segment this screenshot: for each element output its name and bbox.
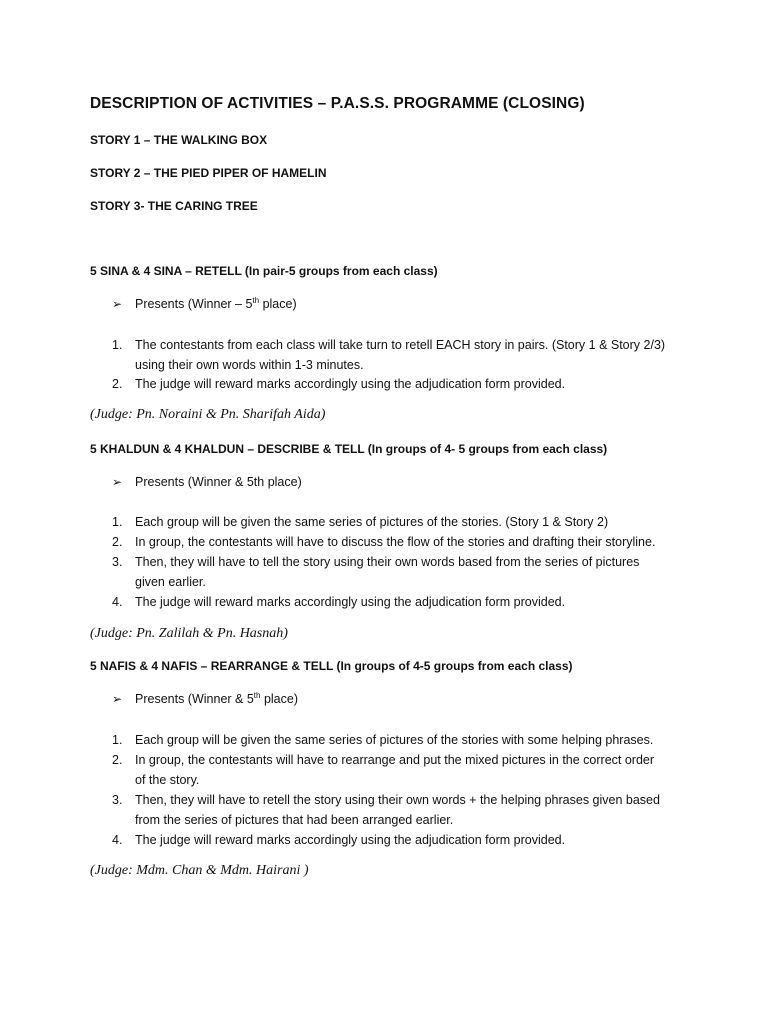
list-item — [112, 552, 639, 592]
list-item — [112, 592, 565, 612]
list-item — [112, 532, 655, 552]
list-item-text-continued: of the story. — [135, 773, 200, 787]
list-number: 3. — [112, 555, 123, 569]
presents-ordinal: th — [252, 295, 260, 305]
list-item — [112, 830, 565, 850]
section-khaldun-judge: (Judge: Pn. Zalilah & Pn. Hasnah) — [90, 626, 288, 641]
list-number: 1. — [112, 733, 123, 747]
list-item-text: The judge will reward marks accordingly using the adjudication form provided. — [135, 377, 566, 391]
list-item — [112, 512, 608, 532]
presents-ordinal: th — [253, 690, 261, 700]
list-item — [112, 730, 653, 750]
list-item-text-continued: given earlier. — [135, 575, 206, 589]
list-number: 1. — [112, 338, 123, 352]
list-number: 3. — [112, 793, 123, 807]
list-item-text: The judge will reward marks accordingly using the adjudication form provided. — [135, 833, 566, 847]
list-number: 1. — [112, 515, 123, 529]
section-sina-judge: (Judge: Pn. Noraini & Pn. Sharifah Aida) — [90, 407, 326, 422]
section-sina-presents — [112, 297, 297, 311]
presents-text-end: place) — [259, 297, 297, 311]
list-item-text: In group, the contestants will have to discuss the flow of the stories and drafting their storyline. — [135, 535, 656, 549]
presents-text: Presents (Winner – 5 — [135, 297, 253, 311]
presents-text-end: place) — [260, 692, 298, 706]
list-item-text: The judge will reward marks accordingly using the adjudication form provided. — [135, 595, 566, 609]
list-item-text: The contestants from each class will take turn to retell EACH story in pairs. (Story 1 & Story 2/3) — [135, 338, 666, 352]
section-nafis-judge: (Judge: Mdm. Chan & Mdm. Hairani ) — [90, 863, 309, 878]
section-nafis-presents — [112, 692, 298, 706]
list-item-text: In group, the contestants will have to rearrange and put the mixed pictures in the correct order — [135, 753, 655, 767]
section-khaldun-presents — [112, 475, 302, 489]
presents-text: Presents (Winner & 5th place) — [135, 475, 302, 489]
list-item-text: Then, they will have to tell the story using their own words based from the series of pictures — [135, 555, 640, 569]
section-khaldun-heading: 5 KHALDUN & 4 KHALDUN – DESCRIBE & TELL (In groups of 4- 5 groups from each class) — [90, 442, 608, 456]
list-item-text: Each group will be given the same series of pictures of the stories with some helping phrases. — [135, 733, 654, 747]
section-nafis-heading: 5 NAFIS & 4 NAFIS – REARRANGE & TELL (In groups of 4-5 groups from each class) — [90, 659, 573, 673]
story-3: STORY 3- THE CARING TREE — [90, 199, 258, 213]
list-item — [112, 790, 660, 830]
list-item-text: Then, they will have to retell the story using their own words + the helping phrases given based — [135, 793, 660, 807]
list-number: 2. — [112, 377, 123, 391]
list-number: 2. — [112, 753, 123, 767]
list-item — [112, 335, 665, 375]
list-item-text: Each group will be given the same series of pictures of the stories. (Story 1 & Story 2) — [135, 515, 609, 529]
story-2: STORY 2 – THE PIED PIPER OF HAMELIN — [90, 166, 327, 180]
document-title: DESCRIPTION OF ACTIVITIES – P.A.S.S. PROGRAMME (CLOSING) — [90, 95, 585, 112]
list-number: 4. — [112, 833, 123, 847]
list-number: 4. — [112, 595, 123, 609]
list-item — [112, 750, 654, 790]
arrowhead-bullet-icon: ➢ — [112, 297, 123, 311]
arrowhead-bullet-icon: ➢ — [112, 475, 123, 489]
section-sina-heading: 5 SINA & 4 SINA – RETELL (In pair-5 groups from each class) — [90, 264, 438, 278]
list-item-text-continued: using their own words within 1-3 minutes. — [135, 358, 364, 372]
list-number: 2. — [112, 535, 123, 549]
presents-text: Presents (Winner & 5 — [135, 692, 254, 706]
story-1: STORY 1 – THE WALKING BOX — [90, 133, 268, 147]
arrowhead-bullet-icon: ➢ — [112, 692, 123, 706]
list-item-text-continued: from the series of pictures that had been arranged earlier. — [135, 813, 454, 827]
list-item — [112, 374, 565, 394]
